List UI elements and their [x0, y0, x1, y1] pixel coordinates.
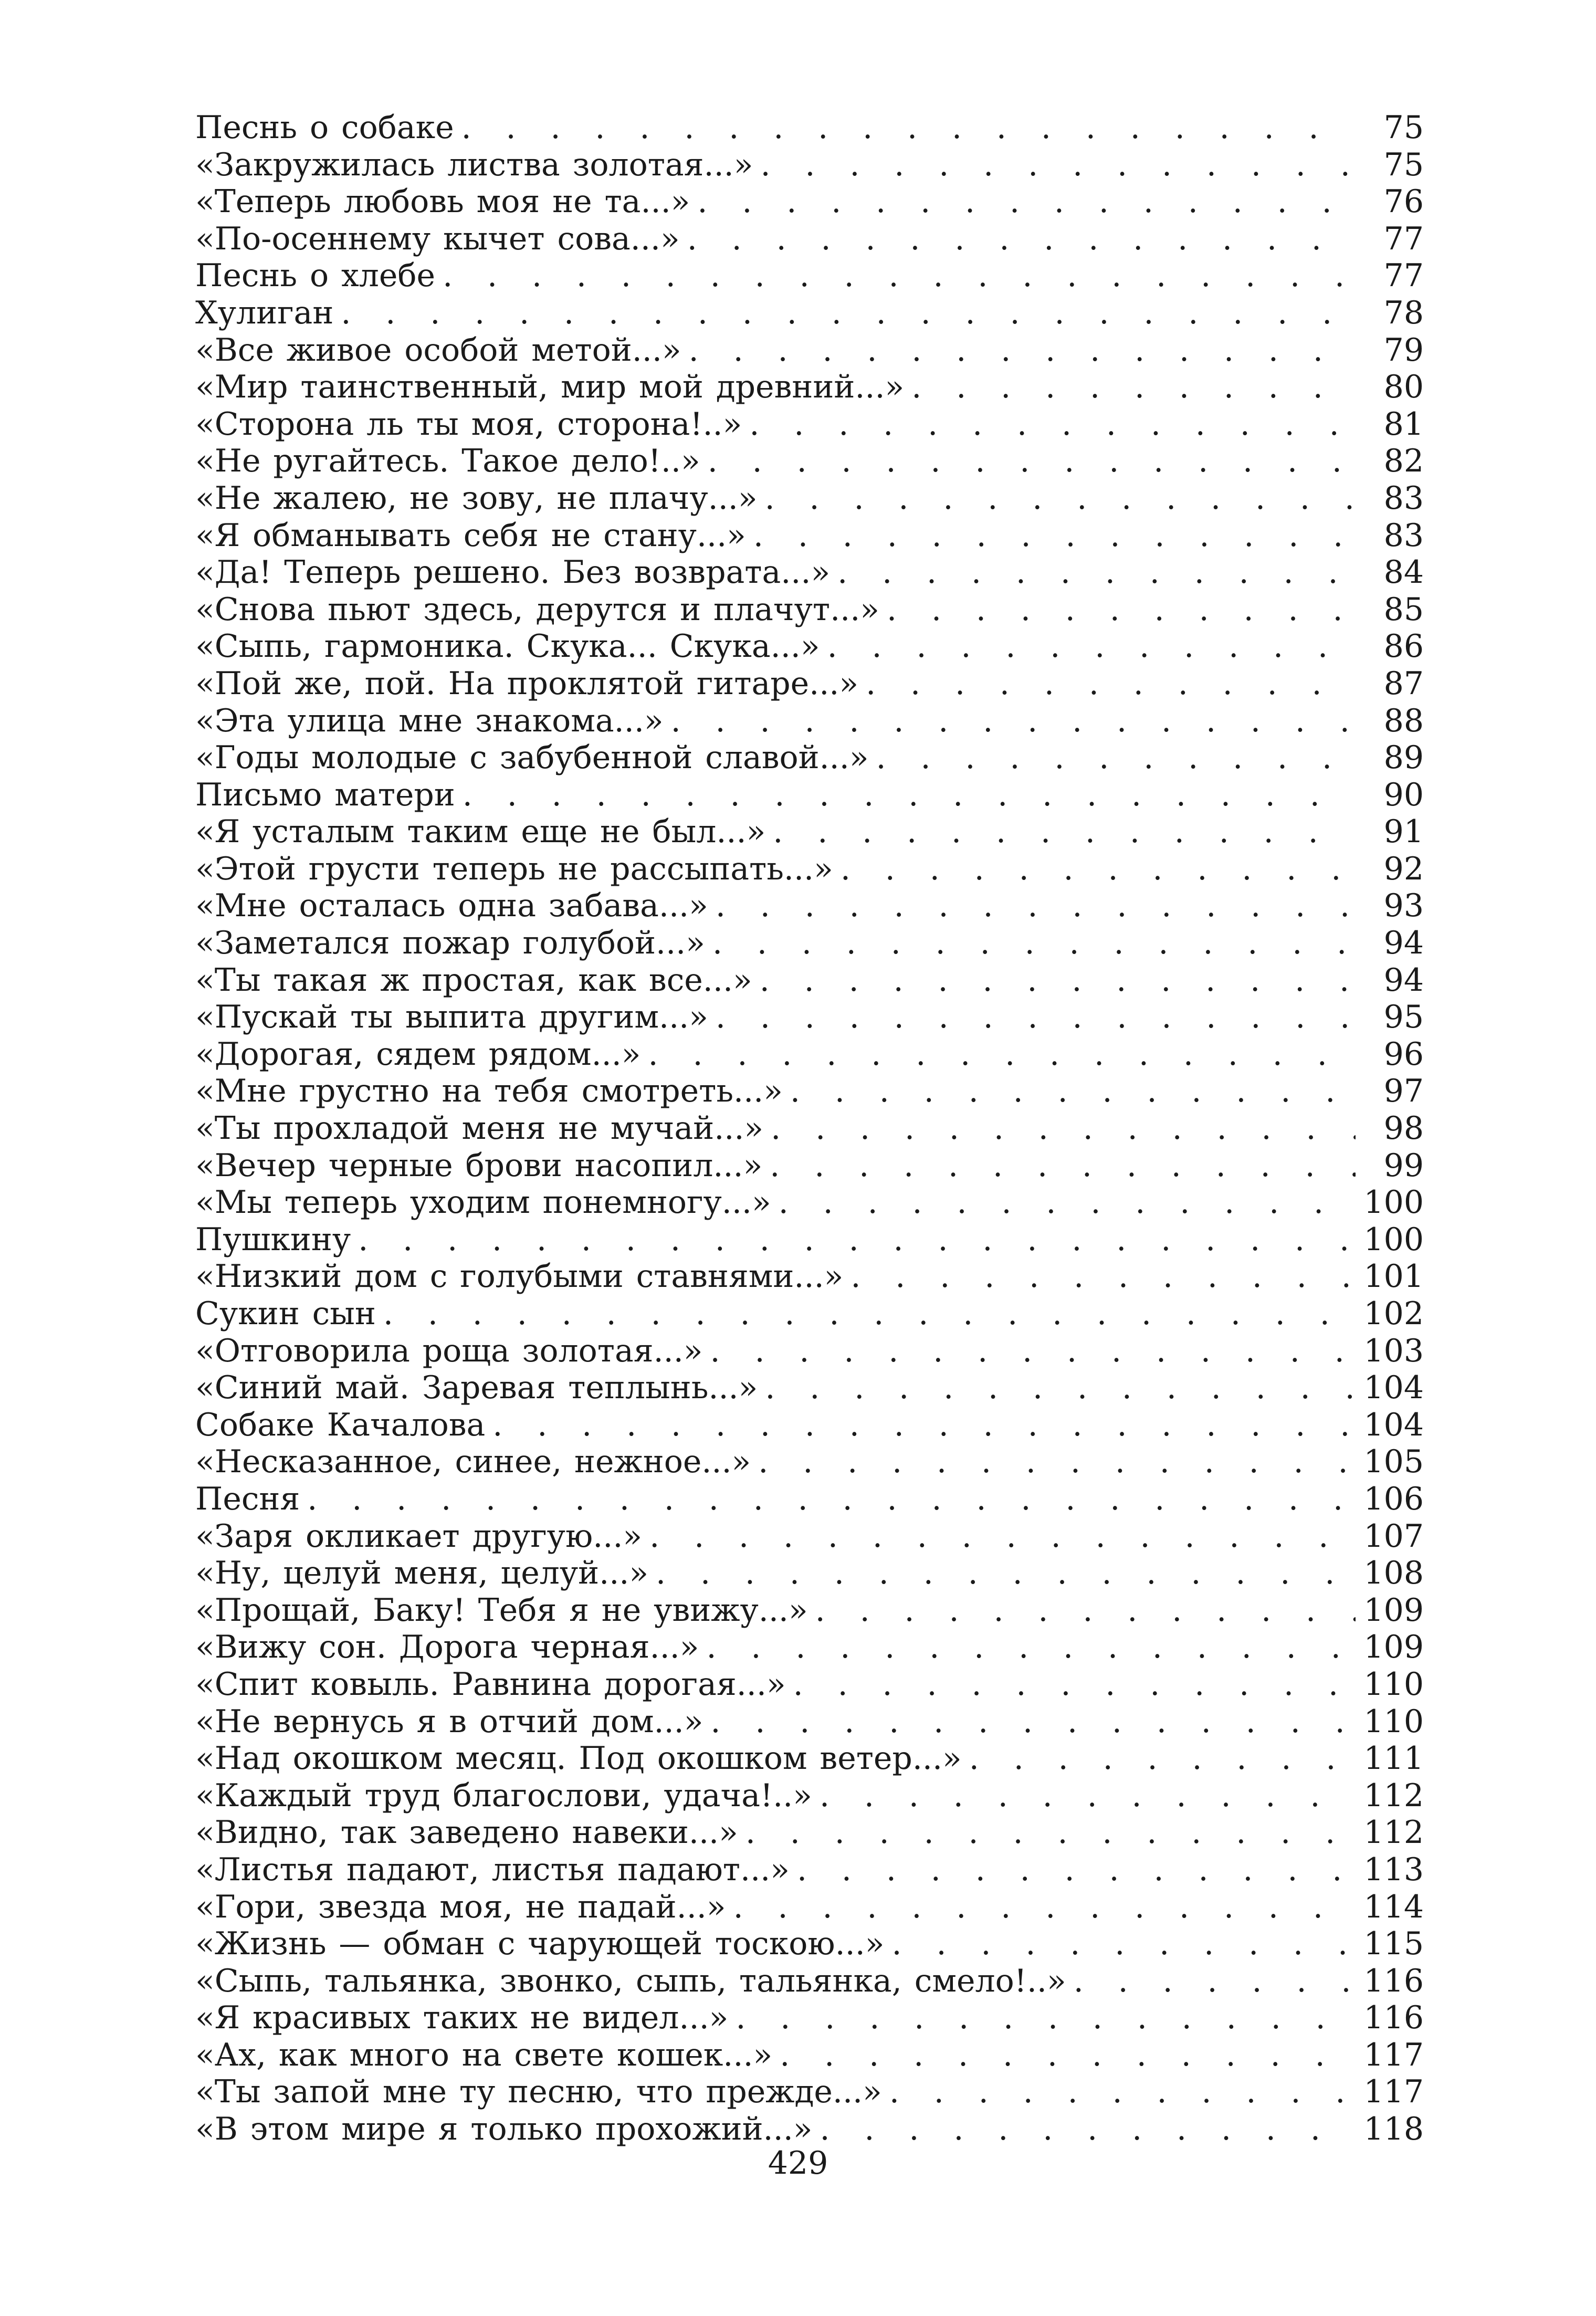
toc-entry-page: 80: [1383, 369, 1424, 406]
dot-leader: [833, 851, 1356, 888]
toc-entry: [195, 406, 1424, 443]
dot-leader: [758, 480, 1356, 517]
toc-entry-page: 106: [1363, 1480, 1424, 1517]
toc-entry: [195, 628, 1424, 665]
toc-entry-title: «Ты запой мне ту песню, что прежде...»: [195, 2073, 882, 2111]
toc-entry-title: Пушкину: [195, 1221, 351, 1258]
toc-entry-page: 93: [1383, 887, 1424, 925]
dot-leader: [726, 1889, 1356, 1926]
dot-leader: [642, 1518, 1356, 1555]
toc-entry-title: «Несказанное, синее, нежное...»: [195, 1443, 751, 1481]
toc-entry-page: 112: [1363, 1777, 1424, 1814]
toc-entry-title: Песнь о собаке: [195, 109, 454, 146]
toc-entry: [195, 1851, 1424, 1889]
toc-entry-title: «Теперь любовь моя не та...»: [195, 183, 690, 221]
toc-entry-page: 94: [1383, 961, 1424, 999]
toc-entry-title: «Заметался пожар голубой...»: [195, 925, 705, 962]
toc-entry-title: «Листья падают, листья падают...»: [195, 1851, 790, 1888]
dot-leader: [772, 2037, 1356, 2074]
toc-entry-page: 114: [1363, 1888, 1424, 1925]
page-number: 429: [768, 2145, 828, 2182]
dot-leader: [641, 1036, 1356, 1073]
toc-entry-page: 95: [1383, 999, 1424, 1036]
dot-leader: [752, 962, 1356, 999]
toc-entry: [195, 1110, 1424, 1147]
dot-leader: [1066, 1963, 1356, 2000]
toc-entry-page: 77: [1383, 220, 1424, 257]
toc-entry-page: 103: [1363, 1332, 1424, 1369]
toc-entry-title: «Пускай ты выпита другим...»: [195, 999, 708, 1036]
toc-entry-page: 104: [1363, 1406, 1424, 1443]
toc-entry-title: «Да! Теперь решено. Без возврата...»: [195, 554, 831, 591]
toc-entry: [195, 591, 1424, 628]
dot-leader: [703, 1703, 1356, 1741]
toc-entry-page: 112: [1363, 1814, 1424, 1851]
dot-leader: [751, 1443, 1356, 1481]
toc-entry-page: 102: [1363, 1295, 1424, 1332]
toc-entry: [195, 1777, 1424, 1815]
toc-entry-title: «Сторона ль ты моя, сторона!..»: [195, 405, 742, 443]
toc-entry-page: 81: [1383, 405, 1424, 443]
dot-leader: [435, 257, 1356, 295]
toc-entry-title: Песнь о хлебе: [195, 257, 436, 295]
toc-entry-page: 116: [1363, 1999, 1424, 2037]
toc-entry-page: 107: [1363, 1517, 1424, 1555]
toc-entry: [195, 1036, 1424, 1073]
dot-leader: [742, 406, 1356, 443]
toc-entry-page: 110: [1363, 1665, 1424, 1703]
toc-entry: [195, 109, 1424, 146]
dot-leader: [700, 443, 1356, 480]
toc-entry-title: «Не жалею, не зову, не плачу...»: [195, 479, 758, 517]
toc-entry: [195, 1555, 1424, 1592]
toc-entry-title: «Каждый труд благослови, удача!..»: [195, 1777, 812, 1814]
toc-entry-page: 109: [1363, 1629, 1424, 1666]
toc-entry: [195, 1407, 1424, 1444]
toc-entry-page: 105: [1363, 1443, 1424, 1481]
toc-entry-page: 86: [1383, 628, 1424, 665]
toc-entry: [195, 777, 1424, 814]
dot-leader: [664, 703, 1356, 740]
dot-leader: [858, 665, 1356, 703]
toc-entry: [195, 2073, 1424, 2111]
toc-entry: [195, 1147, 1424, 1185]
toc-entry: [195, 1518, 1424, 1555]
dot-leader: [376, 1295, 1356, 1333]
dot-leader: [454, 109, 1356, 146]
toc-entry: [195, 1295, 1424, 1333]
toc-entry-page: 99: [1383, 1147, 1424, 1184]
toc-entry: [195, 962, 1424, 999]
toc-entry: [195, 1481, 1424, 1518]
dot-leader: [830, 554, 1356, 591]
toc-entry-page: 92: [1383, 850, 1424, 887]
dot-leader: [765, 813, 1356, 851]
toc-entry-page: 101: [1363, 1258, 1424, 1295]
dot-leader: [885, 1925, 1356, 1963]
toc-entry-title: «Не ругайтесь. Такое дело!..»: [195, 443, 700, 480]
toc-entry-page: 94: [1383, 925, 1424, 962]
toc-entry: [195, 999, 1424, 1036]
toc-entry-page: 75: [1383, 109, 1424, 146]
toc-entry-page: 79: [1383, 331, 1424, 369]
toc-entry-page: 82: [1383, 443, 1424, 480]
toc-entry-title: «Мы теперь уходим понемногу...»: [195, 1184, 771, 1221]
toc-entry-title: Песня: [195, 1480, 300, 1517]
toc-entry-page: 98: [1383, 1110, 1424, 1147]
toc-entry-title: Собаке Качалова: [195, 1406, 486, 1443]
dot-leader: [738, 1814, 1356, 1851]
toc-entry-page: 100: [1363, 1184, 1424, 1221]
toc-entry-title: «Закружилась листва золотая...»: [195, 146, 753, 183]
toc-entry-title: «Ну, целуй меня, целуй...»: [195, 1555, 649, 1592]
toc-entry-page: 110: [1363, 1703, 1424, 1740]
toc-entry-page: 109: [1363, 1591, 1424, 1629]
toc-entry: [195, 2037, 1424, 2074]
toc-entry-page: 91: [1383, 813, 1424, 851]
toc-entry-title: «Годы молодые с забубенной славой...»: [195, 739, 869, 777]
dot-leader: [746, 517, 1356, 554]
toc-entry-page: 100: [1363, 1221, 1424, 1258]
dot-leader: [786, 1666, 1356, 1703]
toc-entry-title: «Ты прохладой меня не мучай...»: [195, 1110, 764, 1147]
dot-leader: [771, 1184, 1356, 1221]
toc-entry-page: 83: [1383, 479, 1424, 517]
toc-entry-page: 97: [1383, 1073, 1424, 1110]
toc-entry: [195, 1258, 1424, 1295]
toc-entry: [195, 480, 1424, 517]
toc-entry: [195, 1443, 1424, 1481]
toc-entry-title: «Синий май. Заревая теплынь...»: [195, 1369, 758, 1407]
toc-entry-page: 89: [1383, 739, 1424, 777]
dot-leader: [703, 1333, 1356, 1370]
toc-entry-title: «Ах, как много на свете кошек...»: [195, 2036, 773, 2073]
toc-entry-page: 75: [1383, 146, 1424, 183]
toc-entry-title: «Вечер черные брови насопил...»: [195, 1147, 763, 1184]
dot-leader: [783, 1073, 1356, 1110]
toc-entry: [195, 2111, 1424, 2148]
toc-entry-title: «Над окошком месяц. Под окошком ветер...»: [195, 1740, 962, 1777]
toc-entry: [195, 332, 1424, 369]
dot-leader: [485, 1407, 1356, 1444]
toc-entry-page: 85: [1383, 591, 1424, 628]
dot-leader: [762, 1147, 1356, 1185]
toc-entry-title: «Видно, так заведено навеки...»: [195, 1814, 738, 1851]
toc-entry: [195, 1333, 1424, 1370]
toc-entry: [195, 257, 1424, 295]
toc-entry-page: 117: [1363, 2073, 1424, 2111]
toc-entry-page: 88: [1383, 702, 1424, 739]
toc-entry-page: 83: [1383, 517, 1424, 554]
dot-leader: [758, 1369, 1356, 1407]
toc-entry-title: «Не вернусь я в отчий дом...»: [195, 1703, 704, 1740]
toc-entry-page: 115: [1363, 1925, 1424, 1963]
toc-entry-title: Письмо матери: [195, 776, 455, 813]
toc-entry: [195, 1073, 1424, 1110]
dot-leader: [708, 887, 1356, 925]
dot-leader: [455, 777, 1356, 814]
dot-leader: [812, 1777, 1356, 1815]
toc-entry: [195, 925, 1424, 962]
dot-leader: [763, 1110, 1356, 1147]
toc-entry: [195, 887, 1424, 925]
toc-entry-title: «Дорогая, сядем рядом...»: [195, 1035, 641, 1073]
toc-entry-page: 90: [1383, 776, 1424, 813]
dot-leader: [728, 1999, 1356, 2037]
toc-entry-title: «Я усталым таким еще не был...»: [195, 813, 766, 851]
toc-entry-title: «Снова пьют здесь, дерутся и плачут...»: [195, 591, 880, 628]
dot-leader: [300, 1481, 1356, 1518]
dot-leader: [808, 1592, 1356, 1629]
toc-entry-title: «Мне осталась одна забава...»: [195, 887, 708, 925]
dot-leader: [333, 295, 1356, 332]
toc-entry: [195, 665, 1424, 703]
dot-leader: [879, 591, 1356, 628]
toc-entry-title: «Вижу сон. Дорога черная...»: [195, 1629, 699, 1666]
toc-entry-page: 77: [1383, 257, 1424, 295]
toc-entry: [195, 554, 1424, 591]
toc-entry-title: «Отговорила роща золотая...»: [195, 1332, 703, 1369]
dot-leader: [351, 1221, 1356, 1259]
dot-leader: [699, 1629, 1356, 1666]
toc-entry: [195, 1221, 1424, 1259]
table-of-contents: [195, 109, 1424, 2148]
toc-entry: [195, 703, 1424, 740]
toc-entry: [195, 517, 1424, 554]
toc-entry-page: 116: [1363, 1962, 1424, 1999]
toc-entry-page: 84: [1383, 554, 1424, 591]
toc-entry: [195, 1963, 1424, 2000]
dot-leader: [869, 739, 1356, 777]
toc-entry-title: «В этом мире я только прохожий...»: [195, 2111, 813, 2148]
toc-entry-page: 108: [1363, 1555, 1424, 1592]
toc-entry-title: «Я красивых таких не видел...»: [195, 1999, 729, 2037]
toc-entry-title: «Жизнь — обман с чарующей тоскою...»: [195, 1925, 885, 1963]
toc-entry: [195, 1814, 1424, 1851]
dot-leader: [680, 221, 1356, 258]
toc-entry-title: «Низкий дом с голубыми ставнями...»: [195, 1258, 844, 1295]
dot-leader: [812, 2111, 1356, 2148]
dot-leader: [843, 1258, 1356, 1295]
toc-entry-page: 104: [1363, 1369, 1424, 1407]
toc-entry: [195, 443, 1424, 480]
toc-entry-title: «Сыпь, тальянка, звонко, сыпь, тальянка, смело!..»: [195, 1962, 1066, 1999]
dot-leader: [708, 999, 1356, 1036]
dot-leader: [648, 1555, 1356, 1592]
toc-entry-page: 87: [1383, 665, 1424, 702]
dot-leader: [681, 332, 1356, 369]
toc-entry-title: «По-осеннему кычет сова...»: [195, 220, 680, 257]
toc-entry-page: 96: [1383, 1035, 1424, 1073]
toc-entry: [195, 739, 1424, 777]
dot-leader: [820, 628, 1356, 665]
toc-entry-title: «Мир таинственный, мир мой древний...»: [195, 369, 905, 406]
dot-leader: [882, 2073, 1356, 2111]
toc-entry-title: «Мне грустно на тебя смотреть...»: [195, 1073, 783, 1110]
toc-entry: [195, 1703, 1424, 1741]
toc-entry: [195, 1999, 1424, 2037]
toc-entry-title: Сукин сын: [195, 1295, 376, 1332]
toc-entry: [195, 221, 1424, 258]
toc-entry-title: «Ты такая ж простая, как все...»: [195, 961, 752, 999]
toc-entry: [195, 1889, 1424, 1926]
dot-leader: [690, 183, 1356, 221]
toc-entry: [195, 813, 1424, 851]
toc-entry: [195, 1184, 1424, 1221]
toc-entry: [195, 183, 1424, 221]
toc-entry-title: «Этой грусти теперь не рассыпать...»: [195, 850, 833, 887]
toc-entry: [195, 1369, 1424, 1407]
toc-entry: [195, 1592, 1424, 1629]
toc-entry-title: «Все живое особой метой...»: [195, 331, 681, 369]
toc-entry-page: 76: [1383, 183, 1424, 221]
toc-entry: [195, 369, 1424, 406]
toc-entry: [195, 1925, 1424, 1963]
toc-entry-title: «Гори, звезда моя, не падай...»: [195, 1888, 726, 1925]
toc-entry: [195, 146, 1424, 184]
toc-entry-title: «Эта улица мне знакома...»: [195, 702, 664, 739]
toc-entry-title: «Прощай, Баку! Тебя я не увижу...»: [195, 1591, 808, 1629]
toc-entry-title: «Пой же, пой. На проклятой гитаре...»: [195, 665, 859, 702]
toc-entry: [195, 851, 1424, 888]
toc-entry-page: 113: [1363, 1851, 1424, 1888]
toc-entry-page: 118: [1363, 2111, 1424, 2148]
toc-entry: [195, 1629, 1424, 1666]
toc-entry: [195, 295, 1424, 332]
dot-leader: [904, 369, 1356, 406]
toc-entry-page: 111: [1363, 1740, 1424, 1777]
toc-entry: [195, 1666, 1424, 1703]
dot-leader: [753, 146, 1356, 184]
toc-entry-title: Хулиган: [195, 294, 334, 331]
toc-entry-page: 78: [1383, 294, 1424, 331]
dot-leader: [705, 925, 1356, 962]
toc-entry-title: «Я обманывать себя не стану...»: [195, 517, 746, 554]
toc-entry: [195, 1740, 1424, 1777]
dot-leader: [790, 1851, 1356, 1889]
toc-entry-title: «Спит ковыль. Равнина дорогая...»: [195, 1665, 786, 1703]
toc-entry-title: «Сыпь, гармоника. Скука... Скука...»: [195, 628, 820, 665]
dot-leader: [962, 1740, 1356, 1777]
toc-entry-title: «Заря окликает другую...»: [195, 1517, 643, 1555]
toc-entry-page: 117: [1363, 2036, 1424, 2073]
